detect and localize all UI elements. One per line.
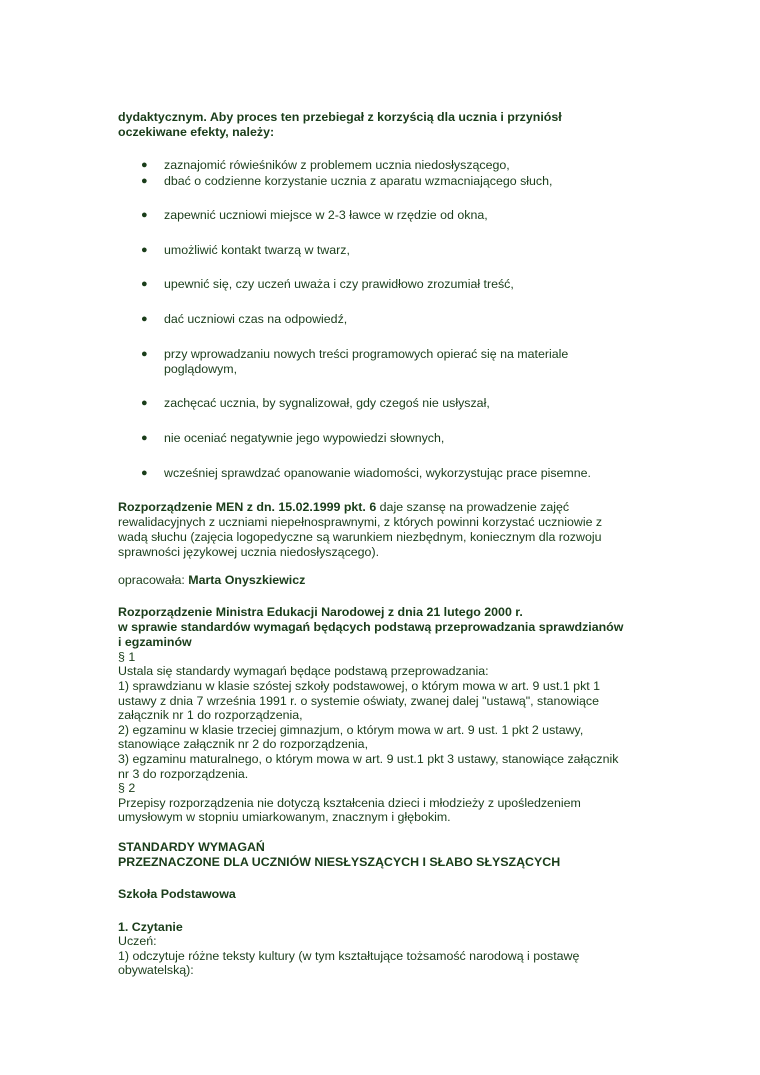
text-line: nr 3 do rozporządzenia.	[118, 767, 249, 781]
text-line: stanowiące załącznik nr 2 do rozporządzenia,	[118, 737, 369, 751]
rozporzadzenie-2-title-2: w sprawie standardów wymagań będących podstawą przeprowadzania sprawdzianów	[118, 620, 624, 634]
bullet-icon: ●	[141, 467, 148, 479]
rozporzadzenie-1-line-2: rewalidacyjnych z uczniami niepełnosprawnymi, z których powinni korzystać uczniowie z	[118, 515, 603, 529]
text-line: ustawy z dnia 7 września 1991 r. o systemie oświaty, zwanej dalej "ustawą", stanowiące	[118, 694, 600, 708]
rozporzadzenie-2-title-3: i egzaminów	[118, 635, 192, 649]
bullet-icon: ●	[141, 175, 148, 187]
intro-line-1: dydaktycznym. Aby proces ten przebiegał z korzyścią dla ucznia i przyniósł	[118, 110, 562, 124]
bullet-icon: ●	[141, 313, 148, 325]
szkola-heading: Szkoła Podstawowa	[118, 887, 236, 901]
text-line: obywatelską):	[118, 963, 194, 977]
rozporzadzenie-1-line-3: wadą słuchu (zajęcia logopedyczne są warunkiem niezbędnym, koniecznym dla rozwoju	[118, 530, 602, 544]
text-line: umysłowym w stopniu umiarkowanym, znacznym i głębokim.	[118, 810, 451, 824]
bullet-icon: ●	[141, 278, 148, 290]
rozporzadzenie-1-line-4: sprawności językowej ucznia niedosłyszącego).	[118, 545, 380, 559]
rozporzadzenie-2-title-1: Rozporządzenie Ministra Edukacji Narodowej z dnia 21 lutego 2000 r.	[118, 605, 523, 619]
text-line: § 1	[118, 650, 136, 664]
standardy-heading-1: STANDARDY WYMAGAŃ	[118, 840, 265, 854]
czytanie-heading: 1. Czytanie	[118, 920, 183, 934]
standardy-heading-2: PRZEZNACZONE DLA UCZNIÓW NIESŁYSZĄCYCH I SŁABO SŁYSZĄCYCH	[118, 855, 561, 869]
bullet-icon: ●	[141, 432, 148, 444]
bullet-icon: ●	[141, 348, 148, 360]
text-line: 1) odczytuje różne teksty kultury (w tym kształtujące tożsamość narodową i postawę	[118, 949, 580, 963]
bullet-icon: ●	[141, 397, 148, 409]
rozporzadzenie-1-line-1: Rozporządzenie MEN z dn. 15.02.1999 pkt. 6 daje szansę na prowadzenie zajęć	[118, 500, 570, 514]
bullet-icon: ●	[141, 244, 148, 256]
text-line: 1) sprawdzianu w klasie szóstej szkoły podstawowej, o którym mowa w art. 9 ust.1 pkt 1	[118, 679, 601, 693]
intro-line-2: oczekiwane efekty, należy:	[118, 125, 275, 139]
text-line: 2) egzaminu w klasie trzeciej gimnazjum, o którym mowa w art. 9 ust. 1 pkt 2 ustawy,	[118, 723, 584, 737]
text-line: Ustala się standardy wymagań będące podstawą przeprowadzania:	[118, 664, 489, 678]
text-line: Uczeń:	[118, 934, 157, 948]
text-line: 3) egzaminu maturalnego, o którym mowa w art. 9 ust.1 pkt 3 ustawy, stanowiące załącznik	[118, 752, 619, 766]
author-line: opracowała: Marta Onyszkiewicz	[118, 573, 306, 587]
text-line: Przepisy rozporządzenia nie dotyczą kształcenia dzieci i młodzieży z upośledzeniem	[118, 796, 581, 810]
bullet-icon: ●	[141, 209, 148, 221]
text-line: § 2	[118, 781, 136, 795]
text-line: załącznik nr 1 do rozporządzenia,	[118, 708, 303, 722]
bullet-icon: ●	[141, 159, 148, 171]
